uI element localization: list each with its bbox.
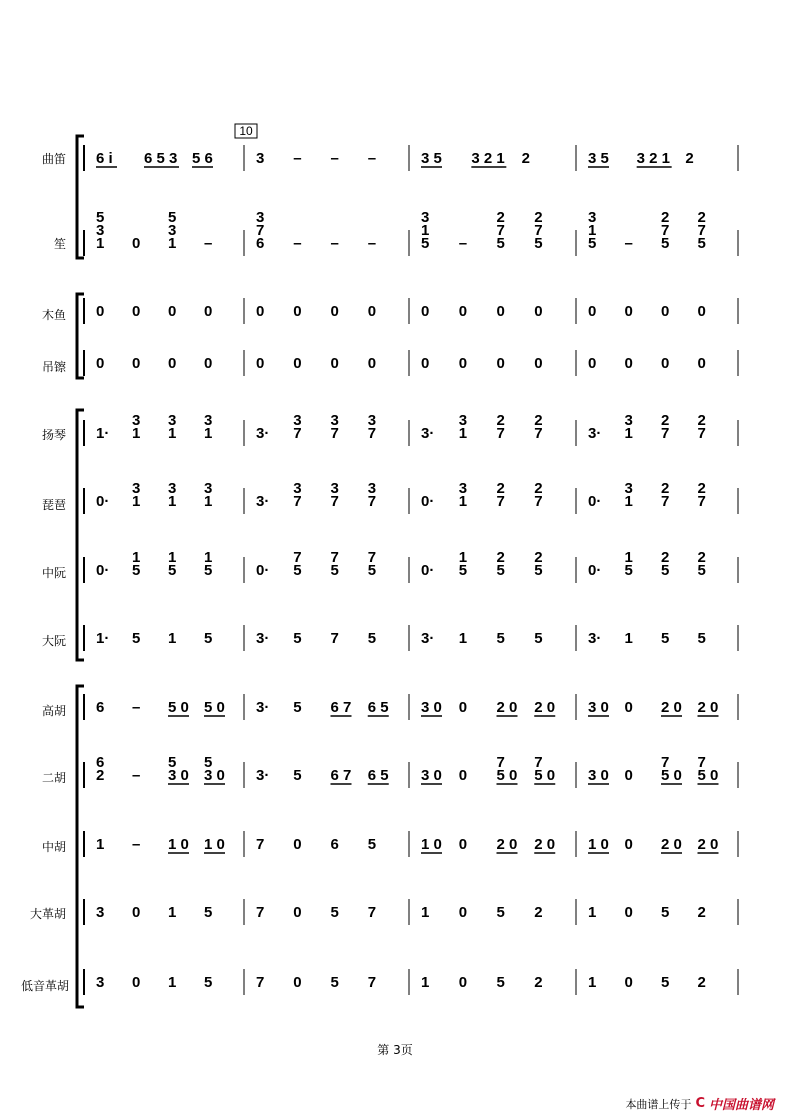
note: 7	[256, 974, 265, 991]
bracket-bowed	[77, 686, 84, 1007]
note: 2	[661, 549, 670, 566]
note: 5	[661, 630, 670, 647]
note: 3 5	[421, 150, 442, 167]
note: –	[132, 699, 141, 716]
note: 1	[132, 493, 141, 510]
note: –	[132, 767, 141, 784]
note: 0	[367, 355, 377, 372]
note: 7	[661, 425, 670, 442]
note: 1	[168, 974, 177, 991]
note: 5	[697, 562, 706, 579]
barlines	[84, 145, 738, 995]
note: 1	[168, 493, 177, 510]
note: 3	[96, 974, 105, 991]
note: 7	[293, 425, 302, 442]
instrument-label: 笙	[53, 237, 66, 251]
note: 6 7	[330, 699, 352, 716]
note: 0·	[588, 493, 602, 510]
note: 0	[96, 303, 105, 320]
note: 1	[458, 630, 468, 647]
note: 1	[588, 222, 597, 239]
instrument-label: 中阮	[41, 566, 66, 580]
note: 5	[204, 754, 213, 771]
note: 0	[96, 355, 105, 372]
note: 5 0	[661, 767, 682, 784]
note: 0	[697, 303, 706, 320]
note: 1	[588, 974, 597, 991]
note: 3·	[256, 425, 270, 442]
note: 3	[168, 412, 177, 429]
instrument-label: 吊镲	[41, 360, 66, 374]
note: 3 0	[168, 767, 189, 784]
note: 2 0	[496, 699, 518, 716]
note: 0	[132, 355, 141, 372]
note: 0	[132, 303, 141, 320]
note: 0	[458, 355, 468, 372]
note: 5	[293, 630, 302, 647]
note: 7	[330, 493, 339, 510]
note: 5	[168, 209, 177, 226]
note: 5	[697, 235, 706, 252]
note: 0	[624, 767, 633, 784]
note: 5	[204, 974, 213, 991]
note: 0	[330, 355, 339, 372]
group-brackets	[77, 136, 84, 1007]
page-number: 第 3页	[377, 1043, 413, 1057]
note: 3·	[421, 425, 435, 442]
note: 0	[624, 904, 633, 921]
note: 1	[96, 235, 105, 252]
note: 1	[624, 425, 633, 442]
notes	[96, 150, 719, 991]
bracket-winds	[77, 136, 84, 258]
note: 1	[204, 425, 213, 442]
note: 1	[421, 222, 430, 239]
note: 5 6	[192, 150, 213, 167]
note: 1	[458, 549, 468, 566]
note: 0	[697, 355, 706, 372]
note: 1	[624, 630, 633, 647]
note: 5	[132, 630, 141, 647]
note: 3·	[256, 767, 270, 784]
note: 5	[588, 235, 597, 252]
note: 5	[697, 630, 706, 647]
note: 1	[96, 836, 105, 853]
note: 0	[496, 303, 505, 320]
note: 2 0	[697, 836, 719, 853]
note: 2	[697, 974, 706, 991]
note: 5	[661, 235, 670, 252]
note: 2	[534, 480, 543, 497]
note: 3	[96, 222, 105, 239]
note: 2	[661, 480, 670, 497]
note: 3	[256, 150, 265, 167]
note: 5	[661, 974, 670, 991]
note: 2 0	[697, 699, 719, 716]
note: 1	[132, 425, 141, 442]
note: 1	[204, 493, 213, 510]
note: 2	[534, 549, 543, 566]
bracket-percussion	[77, 294, 84, 378]
note: 7	[330, 630, 339, 647]
note: 0	[624, 699, 633, 716]
note: 6	[256, 235, 265, 252]
note: 3 0	[204, 767, 225, 784]
note: 0	[421, 355, 430, 372]
note: 1·	[96, 630, 110, 647]
note: 3	[168, 480, 177, 497]
note: 3 0	[588, 699, 609, 716]
note: 1 0	[168, 836, 189, 853]
instrument-label: 琵琶	[41, 498, 66, 512]
note: 0	[293, 836, 302, 853]
note: –	[330, 235, 339, 252]
note: 2 0	[661, 699, 682, 716]
instrument-label: 低音革胡	[20, 979, 69, 993]
note: 1	[132, 549, 141, 566]
note: 3	[458, 480, 468, 497]
note: –	[204, 235, 213, 252]
note: 5	[624, 562, 633, 579]
note: 5	[496, 904, 505, 921]
note: 3	[367, 480, 377, 497]
note: 5	[458, 562, 468, 579]
note: 3	[330, 412, 339, 429]
note: –	[330, 150, 339, 167]
note: 0	[458, 303, 468, 320]
note: 5	[330, 974, 339, 991]
note: –	[624, 235, 633, 252]
note: 7	[367, 904, 377, 921]
note: 7	[496, 493, 505, 510]
note: 0	[661, 303, 670, 320]
note: 1	[458, 425, 468, 442]
note: 0	[624, 355, 633, 372]
note: 0	[458, 767, 468, 784]
note: 5	[367, 630, 377, 647]
note: 7	[367, 493, 377, 510]
note: 2	[697, 209, 706, 226]
note: 5	[496, 630, 505, 647]
note: 5	[204, 562, 213, 579]
note: 7	[367, 425, 377, 442]
note: 5	[132, 562, 141, 579]
instrument-label: 曲笛	[41, 152, 66, 166]
note: 1 0	[588, 836, 609, 853]
note: 1	[624, 493, 633, 510]
note: 0	[204, 355, 213, 372]
note: 2	[697, 480, 706, 497]
note: 5	[661, 904, 670, 921]
note: 5	[168, 754, 177, 771]
note: 5 0	[496, 767, 518, 784]
note: 0	[168, 303, 177, 320]
note: 5	[96, 209, 105, 226]
note: 2	[697, 412, 706, 429]
note: 0	[534, 355, 543, 372]
note: 3·	[256, 630, 270, 647]
instrument-labels	[21, 151, 69, 993]
note: 7	[534, 222, 543, 239]
note: 3·	[588, 630, 602, 647]
note: 3·	[421, 630, 435, 647]
note: 3 0	[421, 699, 442, 716]
note: 3	[367, 412, 377, 429]
note: 6 5 3	[144, 150, 178, 167]
note: 1	[168, 549, 177, 566]
site-name[interactable]: 中国曲谱网	[708, 1098, 774, 1113]
note: 5	[293, 562, 302, 579]
c-logo-icon: C	[695, 1096, 705, 1111]
instrument-label: 高胡	[41, 704, 66, 718]
note: 2	[496, 480, 505, 497]
note: 0	[132, 974, 141, 991]
note: 5	[534, 562, 543, 579]
note: 7	[256, 836, 265, 853]
note: 0	[624, 974, 633, 991]
note: 5	[496, 235, 505, 252]
note: 7	[330, 549, 339, 566]
note: 7	[697, 754, 706, 771]
note: 2	[661, 209, 670, 226]
note: 5	[496, 562, 505, 579]
note: 5	[421, 235, 430, 252]
note: 1 0	[204, 836, 225, 853]
note: 2	[697, 549, 706, 566]
note: 7	[256, 904, 265, 921]
note: 3·	[256, 493, 270, 510]
note: 2	[496, 209, 505, 226]
note: 7	[697, 425, 706, 442]
note: 2 0	[496, 836, 518, 853]
note: 6 5	[367, 699, 389, 716]
note: 3	[132, 480, 141, 497]
note: 1	[421, 904, 430, 921]
instrument-label: 中胡	[41, 840, 66, 854]
note: 7	[330, 425, 339, 442]
note: 0	[256, 303, 265, 320]
note: 3	[293, 480, 302, 497]
note: –	[367, 235, 377, 252]
note: 2	[496, 412, 505, 429]
note: 3	[458, 412, 468, 429]
note: 3	[293, 412, 302, 429]
note: 1	[421, 974, 430, 991]
note: 5 0	[697, 767, 719, 784]
note: 7	[661, 222, 670, 239]
upload-text: 本曲谱上传于	[625, 1097, 692, 1111]
note: 0	[458, 836, 468, 853]
note: 5	[661, 562, 670, 579]
instrument-label: 大革胡	[29, 907, 66, 921]
note: 3	[132, 412, 141, 429]
note: 1	[168, 235, 177, 252]
note: 0	[132, 235, 141, 252]
note: 0	[256, 355, 265, 372]
note: 5	[330, 562, 339, 579]
note: 1	[624, 549, 633, 566]
note: 3·	[256, 699, 270, 716]
measure-number-box	[235, 124, 257, 138]
note: 3	[204, 480, 213, 497]
note: 5	[534, 630, 543, 647]
note: 0·	[256, 562, 270, 579]
measure-number: 10	[239, 124, 253, 138]
note: 3 0	[588, 767, 609, 784]
note: 7	[661, 493, 670, 510]
note: 6	[330, 836, 339, 853]
note: 0	[293, 974, 302, 991]
note: 0	[168, 355, 177, 372]
note: 0·	[421, 493, 435, 510]
note: 0·	[588, 562, 602, 579]
note: 1	[168, 904, 177, 921]
note: 0	[421, 303, 430, 320]
note: 3	[624, 412, 633, 429]
note: 7	[293, 549, 302, 566]
note: 1·	[96, 425, 110, 442]
footer-credit	[625, 1094, 774, 1113]
note: 3·	[588, 425, 602, 442]
note: 2	[534, 209, 543, 226]
note: 2	[685, 150, 694, 167]
note: 5 0	[204, 699, 225, 716]
note: 5 0	[168, 699, 189, 716]
note: 0	[458, 974, 468, 991]
note: 2	[521, 150, 531, 167]
note: 0	[293, 904, 302, 921]
note: 3	[168, 222, 177, 239]
note: 7	[697, 222, 706, 239]
note: 6	[96, 699, 105, 716]
note: 2	[661, 412, 670, 429]
instrument-label: 木鱼	[41, 308, 66, 322]
note: 6	[96, 754, 105, 771]
note: 1	[168, 630, 177, 647]
note: 3	[624, 480, 633, 497]
note: 7	[534, 493, 543, 510]
note: 7	[496, 754, 505, 771]
note: 0	[588, 355, 597, 372]
note: 5	[168, 562, 177, 579]
note: 5	[330, 904, 339, 921]
note: 3 5	[588, 150, 609, 167]
note: 7	[496, 425, 505, 442]
note: 0	[458, 699, 468, 716]
note: 3	[421, 209, 430, 226]
note: 2 0	[534, 836, 556, 853]
note: 0	[293, 355, 302, 372]
note: 5	[293, 767, 302, 784]
note: 7	[496, 222, 505, 239]
note: 6 5	[367, 767, 389, 784]
note: 5	[367, 836, 377, 853]
instrument-label: 大阮	[41, 634, 66, 648]
note: 0	[624, 836, 633, 853]
note: 0·	[96, 562, 110, 579]
note: 0	[330, 303, 339, 320]
note: 7	[256, 222, 265, 239]
note: 0	[661, 355, 670, 372]
note: 2 0	[534, 699, 556, 716]
note: 7	[534, 754, 543, 771]
note: 6 7	[330, 767, 352, 784]
note: –	[367, 150, 377, 167]
note: 2	[534, 904, 543, 921]
note: 2	[697, 904, 706, 921]
note: –	[458, 235, 468, 252]
note: 0	[132, 904, 141, 921]
note: 1	[204, 549, 213, 566]
note: 3 0	[421, 767, 442, 784]
note: 0·	[421, 562, 435, 579]
note: 0	[367, 303, 377, 320]
note: 1	[168, 425, 177, 442]
note: 0	[624, 303, 633, 320]
note: 3	[96, 904, 105, 921]
note: 7	[367, 974, 377, 991]
note: 5 0	[534, 767, 556, 784]
note: 7	[661, 754, 670, 771]
instrument-label: 扬琴	[41, 428, 66, 442]
note: 7	[534, 425, 543, 442]
note: 7	[697, 493, 706, 510]
note: 0	[293, 303, 302, 320]
note: 0	[534, 303, 543, 320]
note: 6 i	[96, 150, 113, 167]
note: 5	[204, 904, 213, 921]
note: 3	[256, 209, 265, 226]
note: 1 0	[421, 836, 442, 853]
note: –	[132, 836, 141, 853]
note: 2	[534, 412, 543, 429]
note: 5	[496, 974, 505, 991]
note: 3	[330, 480, 339, 497]
note: 5	[293, 699, 302, 716]
bracket-plucked	[77, 410, 84, 660]
note: 0	[496, 355, 505, 372]
note: 0	[458, 904, 468, 921]
note: 2	[496, 549, 505, 566]
note: 3 2 1	[471, 150, 505, 167]
note: –	[293, 235, 302, 252]
note: 2 0	[661, 836, 682, 853]
note: 5	[204, 630, 213, 647]
note: 7	[293, 493, 302, 510]
note: 5	[534, 235, 543, 252]
note: 1	[588, 904, 597, 921]
instrument-label: 二胡	[41, 771, 66, 785]
note: 3	[588, 209, 597, 226]
note: 3 2 1	[636, 150, 671, 167]
note: 0	[588, 303, 597, 320]
note: 2	[96, 767, 105, 784]
note: 2	[534, 974, 543, 991]
note: 0	[204, 303, 213, 320]
note: 5	[367, 562, 377, 579]
note: –	[293, 150, 302, 167]
note: 0·	[96, 493, 110, 510]
note: 3	[204, 412, 213, 429]
note: 1	[458, 493, 468, 510]
note: 7	[367, 549, 377, 566]
